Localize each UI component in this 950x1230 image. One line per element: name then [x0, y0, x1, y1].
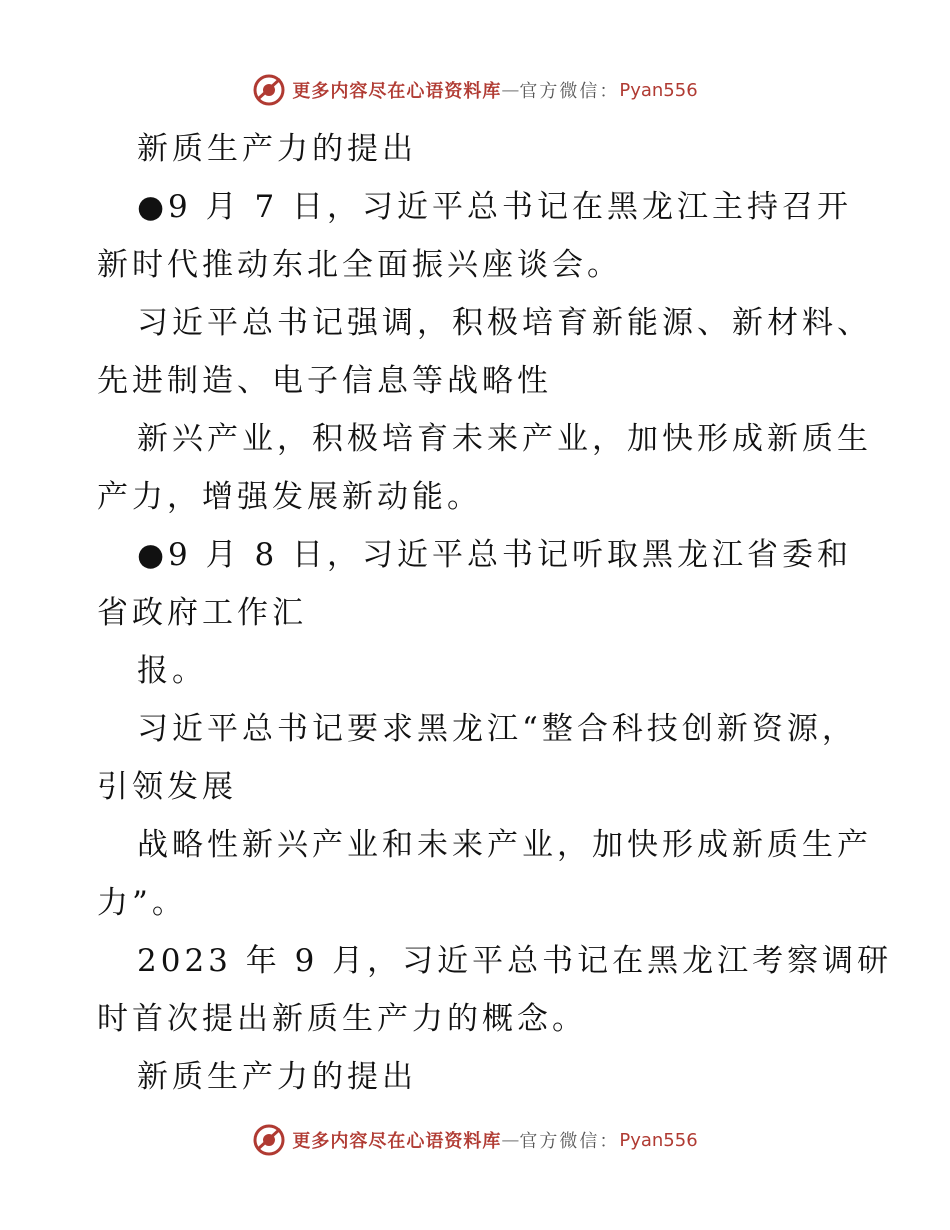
text-line: 产力，增强发展新动能。: [97, 479, 482, 515]
watermark-wechat-label: 官方微信：: [519, 81, 620, 102]
text-line: 新时代推动东北全面振兴座谈会。: [97, 247, 622, 283]
watermark-wechat-label: 官方微信：: [519, 1131, 620, 1152]
watermark-wechat-id: Pyan556: [619, 1129, 698, 1151]
text-line: 省政府工作汇: [97, 595, 307, 631]
watermark-dash: —: [501, 1129, 520, 1151]
text-line: 引领发展: [97, 769, 237, 805]
text-line: 新质生产力的提出: [137, 131, 417, 167]
text-line: 时首次提出新质生产力的概念。: [97, 1001, 587, 1037]
text-line: 报。: [137, 653, 207, 689]
text-line: 战略性新兴产业和未来产业，加快形成新质生产: [137, 827, 872, 863]
watermark-wechat-id: Pyan556: [619, 79, 698, 101]
text-line: ●9 月 7 日，习近平总书记在黑龙江主持召开: [137, 189, 853, 225]
text-line: ●9 月 8 日，习近平总书记听取黑龙江省委和: [137, 537, 853, 573]
text-line: 2023 年 9 月，习近平总书记在黑龙江考察调研: [137, 943, 893, 979]
text-line: 习近平总书记强调，积极培育新能源、新材料、: [137, 305, 872, 341]
text-line: 先进制造、电子信息等战略性: [97, 363, 552, 399]
logo-icon: [252, 1123, 286, 1157]
document-body: [97, 120, 893, 1106]
text-line: 习近平总书记要求黑龙江“整合科技创新资源，: [137, 711, 857, 747]
watermark-text: 更多内容尽在心语资料库: [292, 81, 502, 102]
footer-watermark: [0, 1120, 950, 1160]
header-watermark: [0, 70, 950, 110]
logo-icon: [252, 73, 286, 107]
text-line: 力”。: [97, 885, 187, 921]
watermark-text: 更多内容尽在心语资料库: [292, 1131, 502, 1152]
text-line: 新兴产业，积极培育未来产业，加快形成新质生: [137, 421, 872, 457]
text-line: 新质生产力的提出: [137, 1059, 417, 1095]
watermark-dash: —: [501, 79, 520, 101]
